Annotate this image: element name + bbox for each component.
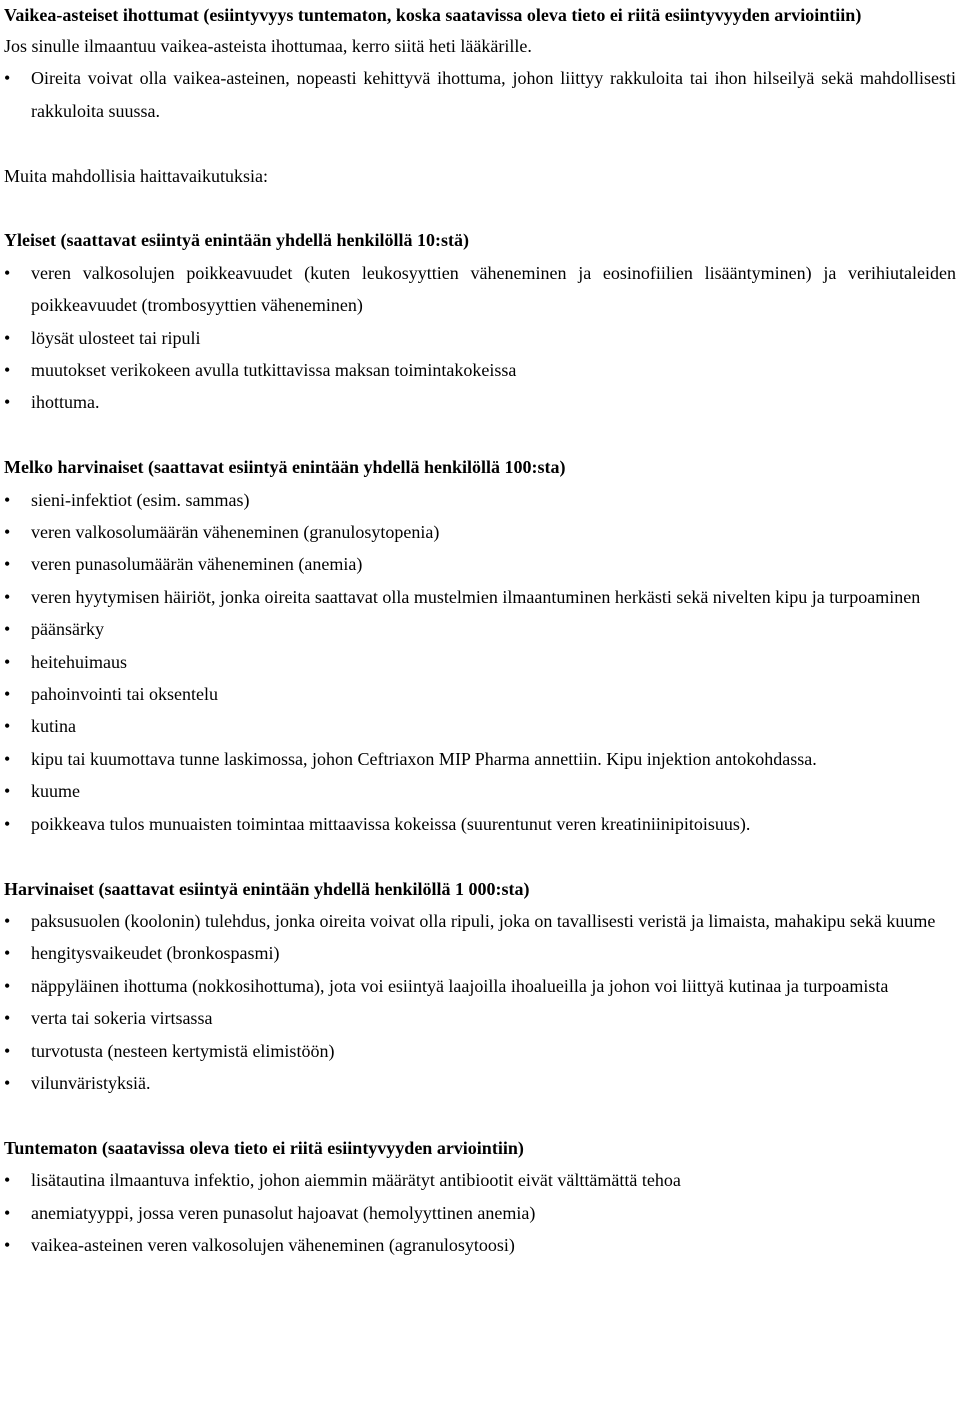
bullet-icon: • [4,619,11,640]
section-heading-unknown: Tuntematon (saatavissa oleva tieto ei riitä esiintyvyyden arviointiin) [4,1137,524,1158]
bullet-icon: • [4,554,11,575]
bullet-icon: • [4,68,11,89]
section-heading-rare: Harvinaiset (saattavat esiintyä enintään yhdellä henkilöllä 1 000:sta) [4,878,530,899]
list-item: • vilunväristyksiä. [4,1067,956,1099]
section-heading-severe: Vaikea-asteiset ihottumat (esiintyvyys tuntematon, koska saatavissa oleva tieto ei riitä esiintyvyyden arviointiin) [4,5,862,25]
bullet-icon: • [4,910,11,931]
bullet-icon: • [4,684,11,705]
list-item: • poikkeava tulos munuaisten toimintaa mittaavissa kokeissa (suurentunut veren kreatiniinipitoisuus). [4,808,956,840]
uncommon-section [4,451,956,840]
list-item: • päänsärky [4,613,956,645]
bullet-icon: • [4,360,11,381]
uncommon-list [4,484,956,840]
common-section [4,224,956,418]
section-heading-common: Yleiset (saattavat esiintyä enintään yhdellä henkilöllä 10:stä) [4,230,470,251]
bullet-icon: • [4,716,11,737]
bullet-icon: • [4,748,11,769]
rare-section [4,873,956,1100]
bullet-icon: • [4,1234,11,1255]
list-item: • vaikea-asteinen veren valkosolujen väheneminen (agranulosytoosi) [4,1229,956,1261]
bullet-icon: • [4,1040,11,1061]
list-item: • veren valkosolujen poikkeavuudet (kuten leukosyyttien väheneminen ja eosinofiilien lisääntyminen) ja verihiutaleiden poikkeavuudet (trombosyyttien väheneminen) [4,257,956,322]
list-item: • ihottuma. [4,386,956,418]
bullet-icon: • [4,489,11,510]
bullet-icon: • [4,1072,11,1093]
bullet-icon: • [4,1170,11,1191]
common-list [4,257,956,419]
severe-intro: Jos sinulle ilmaantuu vaikea-asteista ihottumaa, kerro siitä heti lääkärille. [4,36,532,56]
bullet-icon: • [4,262,11,283]
bullet-icon: • [4,586,11,607]
bullet-icon: • [4,522,11,543]
bullet-icon: • [4,781,11,802]
section-heading-uncommon: Melko harvinaiset (saattavat esiintyä enintään yhdellä henkilöllä 100:sta) [4,457,566,478]
list-item: • sieni-infektiot (esim. sammas) [4,484,956,516]
list-item: • heitehuimaus [4,646,956,678]
bullet-icon: • [4,943,11,964]
spacer [4,419,956,451]
spacer [4,127,956,159]
bullet-icon: • [4,813,11,834]
list-item: • kuume [4,775,956,807]
list-item: • muutokset verikokeen avulla tutkittavissa maksan toimintakokeissa [4,354,956,386]
other-effects-intro: Muita mahdollisia haittavaikutuksia: [4,165,268,186]
bullet-icon: • [4,327,11,348]
list-item: • löysät ulosteet tai ripuli [4,322,956,354]
rare-list [4,905,956,1099]
spacer [4,1099,956,1131]
bullet-icon: • [4,392,11,413]
spacer [4,192,956,224]
list-item: • anemiatyyppi, jossa veren punasolut hajoavat (hemolyyttinen anemia) [4,1197,956,1229]
list-item: • hengitysvaikeudet (bronkospasmi) [4,937,956,969]
list-item: • näppyläinen ihottuma (nokkosihottuma), jota voi esiintyä laajoilla ihoalueilla ja johon voi liittyä kutinaa ja turpoamista [4,970,956,1002]
list-item: • kutina [4,710,956,742]
list-item: • lisätautina ilmaantuva infektio, johon aiemmin määrätyt antibiootit eivät välttämättä tehoa [4,1164,956,1196]
list-item: • verta tai sokeria virtsassa [4,1002,956,1034]
bullet-icon: • [4,1202,11,1223]
list-item: • veren valkosolumäärän väheneminen (granulosytopenia) [4,516,956,548]
bullet-icon: • [4,975,11,996]
list-item: • kipu tai kuumottava tunne laskimossa, johon Ceftriaxon MIP Pharma annettiin. Kipu injektion antokohdassa. [4,743,956,775]
spacer [4,840,956,872]
list-item: • veren hyytymisen häiriöt, jonka oireita saattavat olla mustelmien ilmaantuminen herkästi sekä nivelten kipu ja turpoaminen [4,581,956,613]
list-item: • veren punasolumäärän väheneminen (anemia) [4,548,956,580]
unknown-section [4,1132,956,1262]
unknown-list [4,1164,956,1261]
list-item: • Oireita voivat olla vaikea-asteinen, nopeasti kehittyvä ihottuma, johon liittyy rakkuloita tai ihon hilseilyä sekä mahdollisesti rakkuloita suussa. [4,62,956,127]
severe-list [4,62,956,127]
severe-section [4,0,956,127]
list-item: • pahoinvointi tai oksentelu [4,678,956,710]
bullet-icon: • [4,1008,11,1029]
bullet-icon: • [4,651,11,672]
list-item: • paksusuolen (koolonin) tulehdus, jonka oireita voivat olla ripuli, joka on tavallisesti veristä ja limaista, mahakipu sekä kuume [4,905,956,937]
list-item: • turvotusta (nesteen kertymistä elimistöön) [4,1035,956,1067]
